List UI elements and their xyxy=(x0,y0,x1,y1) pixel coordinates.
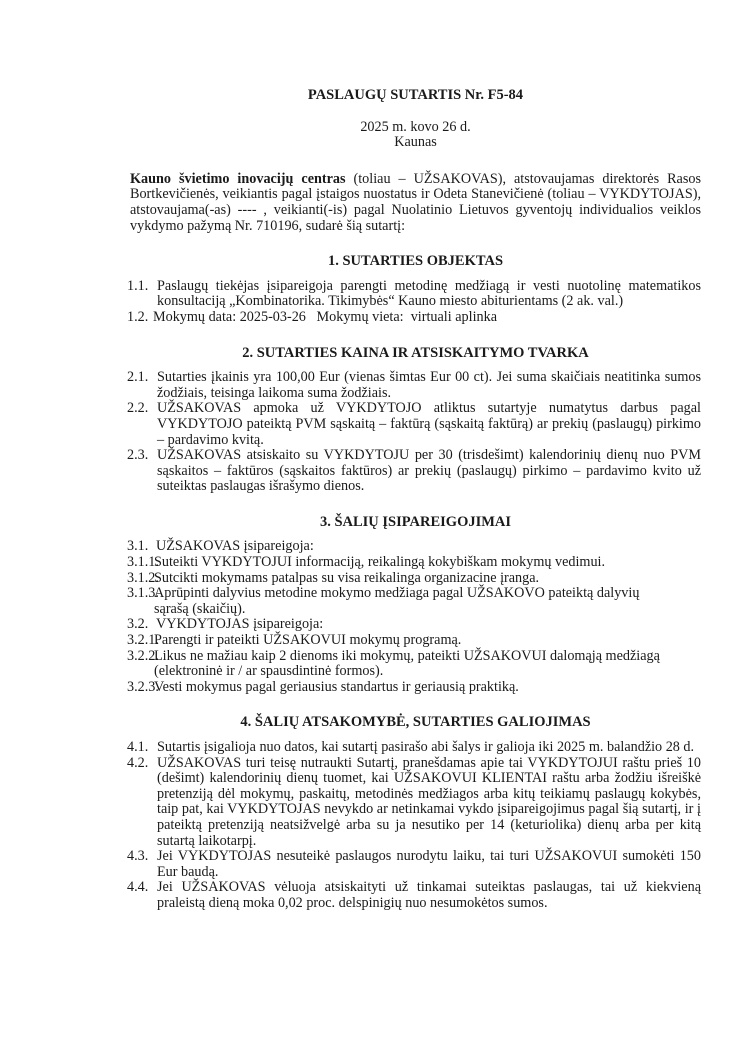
clause-text: Aprūpinti dalyvius metodine mokymo medžiaga pagal UŽSAKOVO pateiktą dalyvių sąrašą (skaičių). xyxy=(154,585,640,617)
intro-paragraph xyxy=(130,172,701,234)
clause-number: 2.2. xyxy=(127,400,149,417)
clause-3-2-1 xyxy=(127,632,701,649)
clause-text: UŽSAKOVAS apmoka už VYKDYTOJO atliktus sutartyje numatytus darbus pagal VYKDYTOJO pateiktą PVM sąskaitą – faktūrą (sąskaitą faktūrą) ar prekių (paslaugų) pirkimo – pardavimo kvitą. xyxy=(157,400,701,448)
clause-text: Suteikti VYKDYTOJUI informaciją, reikalingą kokybiškam mokymų vedimui. xyxy=(154,554,606,571)
clause-text: Sutarties įkainis yra 100,00 Eur (vienas šimtas Eur 00 ct). Jei suma skaičiais neatitinka sumos žodžiais, teisinga laikoma suma žodžiais. xyxy=(157,369,701,401)
clause-text: UŽSAKOVAS atsiskaito su VYKDYTOJU per 30 (trisdešimt) kalendorinių dienų nuo PVM sąskaitos – faktūros (sąskaitos faktūros) ar prekių (paslaugų) pirkimo – pardavimo kvito už suteiktas paslaugas išrašymo dienos. xyxy=(157,447,701,495)
clause-3-2-3 xyxy=(127,678,701,696)
clause-4-1 xyxy=(127,739,701,756)
clause-text: Mokymų data: 2025-03-26 Mokymų vieta: virtuali aplinka xyxy=(153,308,497,325)
clause-text: Paslaugų tiekėjas įsipareigoja parengti metodinę medžiagą ir vesti nuotolinę matematikos konsultaciją „Kombinatorika. Tikimybės“ Kauno miesto abiturientams (2 ak. val.) xyxy=(157,277,701,310)
clause-number: 4.1. xyxy=(127,739,149,755)
clause-number: 2.3. xyxy=(127,447,149,464)
clause-1-2 xyxy=(127,308,701,326)
clause-text: Jei VYKDYTOJAS nesuteikė paslaugos nurodytu laiku, tai turi UŽSAKOVUI sumokėti 150 Eur baudą. xyxy=(157,848,701,880)
intro-text: (toliau – UŽSAKOVAS), atstovaujamas direktorės Rasos Bortkevičienės, veikiantis pagal įstaigos nuostatus ir Odeta Stanevičienė (toliau – VYKDYTOJAS), atstovaujama(-as) ---- , veikianti(-is) pagal Nuolatinio Lietuvos gyventojų individualios veiklos vykdymo pažymą Nr. 710196, sudarė šią sutartį: xyxy=(130,170,701,234)
clause-number: 3.1. xyxy=(127,538,149,555)
clause-2-2 xyxy=(127,400,701,448)
clause-3-1 xyxy=(127,538,701,555)
clause-3-1-3 xyxy=(127,585,701,617)
section-heading-3: 3. ŠALIŲ ĮSIPAREIGOJIMAI xyxy=(319,513,512,530)
contract-page xyxy=(127,87,701,912)
clause-text: UŽSAKOVAS įsipareigoja: xyxy=(156,538,314,555)
clause-1-1 xyxy=(127,277,701,310)
clause-2-1 xyxy=(127,369,701,401)
clause-number: 1.1. xyxy=(127,277,149,294)
clause-text: Likus ne mažiau kaip 2 dienoms iki mokymų, pateikti UŽSAKOVUI dalomąją medžiagą (elektroninė ir / ar spausdintinė formos). xyxy=(154,647,660,680)
clause-3-2 xyxy=(127,616,701,633)
clause-4-3 xyxy=(127,848,701,880)
clause-number: 4.3. xyxy=(127,848,149,865)
document-date: 2025 m. kovo 26 d. xyxy=(360,118,471,135)
clause-4-2 xyxy=(127,754,701,850)
clause-text: UŽSAKOVAS turi teisę nutraukti Sutartį, pranešdamas apie tai VYKDYTOJUI raštu prieš 10 (dešimt) kalendorinių dienų tuomet, kai UŽSAKOVUI KLIENTAI raštu arba žodžiu išreiškė pretenziją dėl mokymų, paskaitų, metodinės medžiagos arba kitų teikiamų paslaugų kokybės, taip pat, kai VYKDYTOJAS nevykdo ar netinkamai vykdo įsipareigojimus pagal šią sutartį, ir į pateiktą pretenziją neatsižvelgė arba su ja nesutiko per 14 (keturiolika) dienų arba per kitą sutartą laikotarpį. xyxy=(157,754,701,849)
clause-text: Vesti mokymus pagal geriausius standartus ir geriausią praktiką. xyxy=(154,678,519,695)
clause-number: 2.1. xyxy=(127,369,149,386)
section-heading-2: 2. SUTARTIES KAINA IR ATSISKAITYMO TVARKA xyxy=(242,344,589,361)
clause-text: VYKDYTOJAS įsipareigoja: xyxy=(156,616,324,633)
clause-number: 3.2.1. xyxy=(127,632,159,649)
party-name: Kauno švietimo inovacijų centras xyxy=(130,170,346,187)
clause-number: 3.1.3. xyxy=(127,585,159,602)
clause-number: 3.2.3. xyxy=(127,678,159,695)
clause-text: Sutcikti mokymams patalpas su visa reikalinga organizacine įranga. xyxy=(154,569,540,586)
clause-text: Parengti ir pateikti UŽSAKOVUI mokymų programą. xyxy=(154,632,462,649)
clause-number: 3.2.2. xyxy=(127,647,159,664)
section-heading-4: 4. ŠALIŲ ATSAKOMYBĖ, SUTARTIES GALIOJIMAS xyxy=(240,714,591,731)
clause-number: 1.2. xyxy=(127,308,149,325)
clause-2-3 xyxy=(127,447,701,495)
clause-number: 4.2. xyxy=(127,754,149,771)
clause-text: Sutartis įsigalioja nuo datos, kai sutartį pasirašo abi šalys ir galioja iki 2025 m. balandžio 28 d. xyxy=(157,739,695,755)
clause-3-1-2 xyxy=(127,569,701,587)
clause-number: 3.2. xyxy=(127,616,149,633)
clause-3-2-2 xyxy=(127,647,701,680)
document-title: PASLAUGŲ SUTARTIS Nr. F5-84 xyxy=(307,87,524,103)
clause-number: 4.4. xyxy=(127,879,149,896)
document-city: Kaunas xyxy=(394,134,437,151)
clause-text: Jei UŽSAKOVAS vėluoja atsiskaityti už tinkamai suteiktas paslaugas, tai už kiekvieną praleistą dieną moka 0,02 proc. delspinigių nuo nesumokėtos sumos. xyxy=(157,879,701,911)
clause-4-4 xyxy=(127,879,701,911)
clause-3-1-1 xyxy=(127,554,701,571)
section-heading-1: 1. SUTARTIES OBJEKTAS xyxy=(327,253,504,270)
clause-number: 3.1.1. xyxy=(127,554,159,571)
clause-number: 3.1.2. xyxy=(127,569,159,586)
